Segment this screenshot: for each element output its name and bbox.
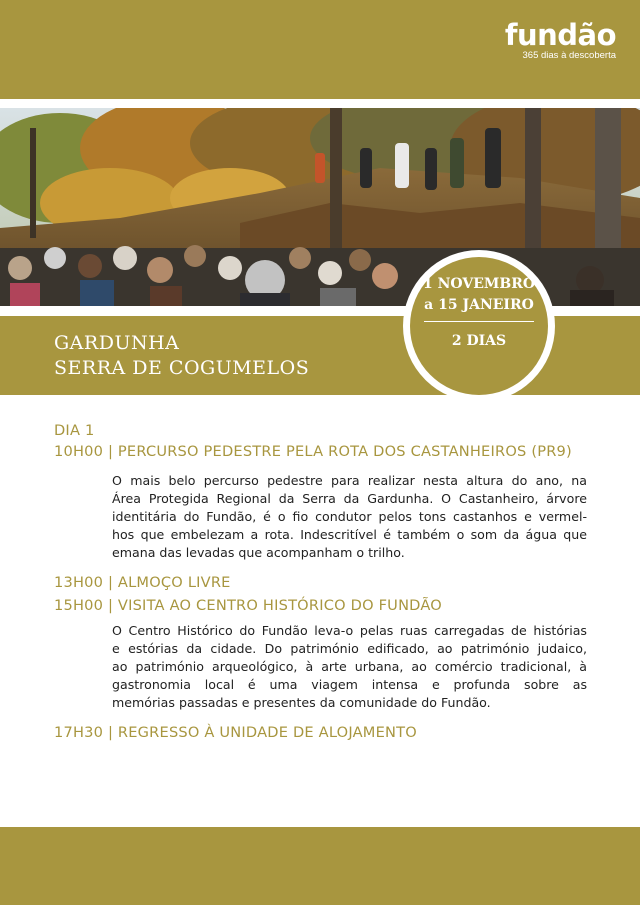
description-line: emana das levadas que acompanham o trilho. [112,545,405,560]
description-line: Área Protegida Regional da Serra da Gardunha. O Castanheiro, árvore [112,491,587,506]
schedule-heading-1730: 17H30 | REGRESSO À UNIDADE DE ALOJAMENTO [54,724,417,741]
date-badge [403,250,555,402]
schedule-description-1000 [112,472,587,562]
date-badge-inner [410,257,548,395]
badge-date-end: a 15 JANEIRO [424,297,534,313]
event-title [54,331,309,381]
day-label: DIA 1 [54,422,95,439]
title-line-1: GARDUNHA [54,332,180,354]
badge-divider [424,321,534,322]
schedule-heading-1300: 13H00 | ALMOÇO LIVRE [54,574,231,591]
description-line: gastronomia local é uma viagem intensa e profunda sobre as [112,677,587,692]
badge-date-start: 1 NOVEMBRO [422,276,536,292]
header-band [0,0,640,99]
description-line: hos que embelezam a rota. Indescritível é também o som da água que [112,527,587,542]
description-line: memórias passadas e presentes da comunidade do Fundão. [112,695,491,710]
badge-date [410,274,548,316]
description-line: O mais belo percurso pedestre para realizar nesta altura do ano, na [112,473,587,488]
description-line: ao património arqueológico, à arte urbana, ao comércio tradicional, à [112,659,587,674]
description-line: e estórias da cidade. Do património edificado, ao património judaico, [112,641,587,656]
fundao-logo[interactable] [505,20,616,62]
badge-duration: 2 DIAS [451,333,507,349]
footer-band [0,827,640,905]
schedule-heading-1000: 10H00 | PERCURSO PEDESTRE PELA ROTA DOS CASTANHEIROS (PR9) [54,443,572,460]
logo-wordmark: fundão [504,18,616,52]
logo-tagline: 365 dias à descoberta [522,50,616,61]
schedule-heading-1500: 15H00 | VISITA AO CENTRO HISTÓRICO DO FUNDÃO [54,597,442,614]
title-line-2: SERRA DE COGUMELOS [54,357,310,379]
program [54,420,594,743]
description-line: identitária do Fundão, é o fio condutor pelos tons castanhos e vermel- [112,509,587,524]
description-line: O Centro Histórico do Fundão leva-o pelas ruas carregadas de histórias [112,623,587,638]
schedule-description-1500 [112,622,587,712]
